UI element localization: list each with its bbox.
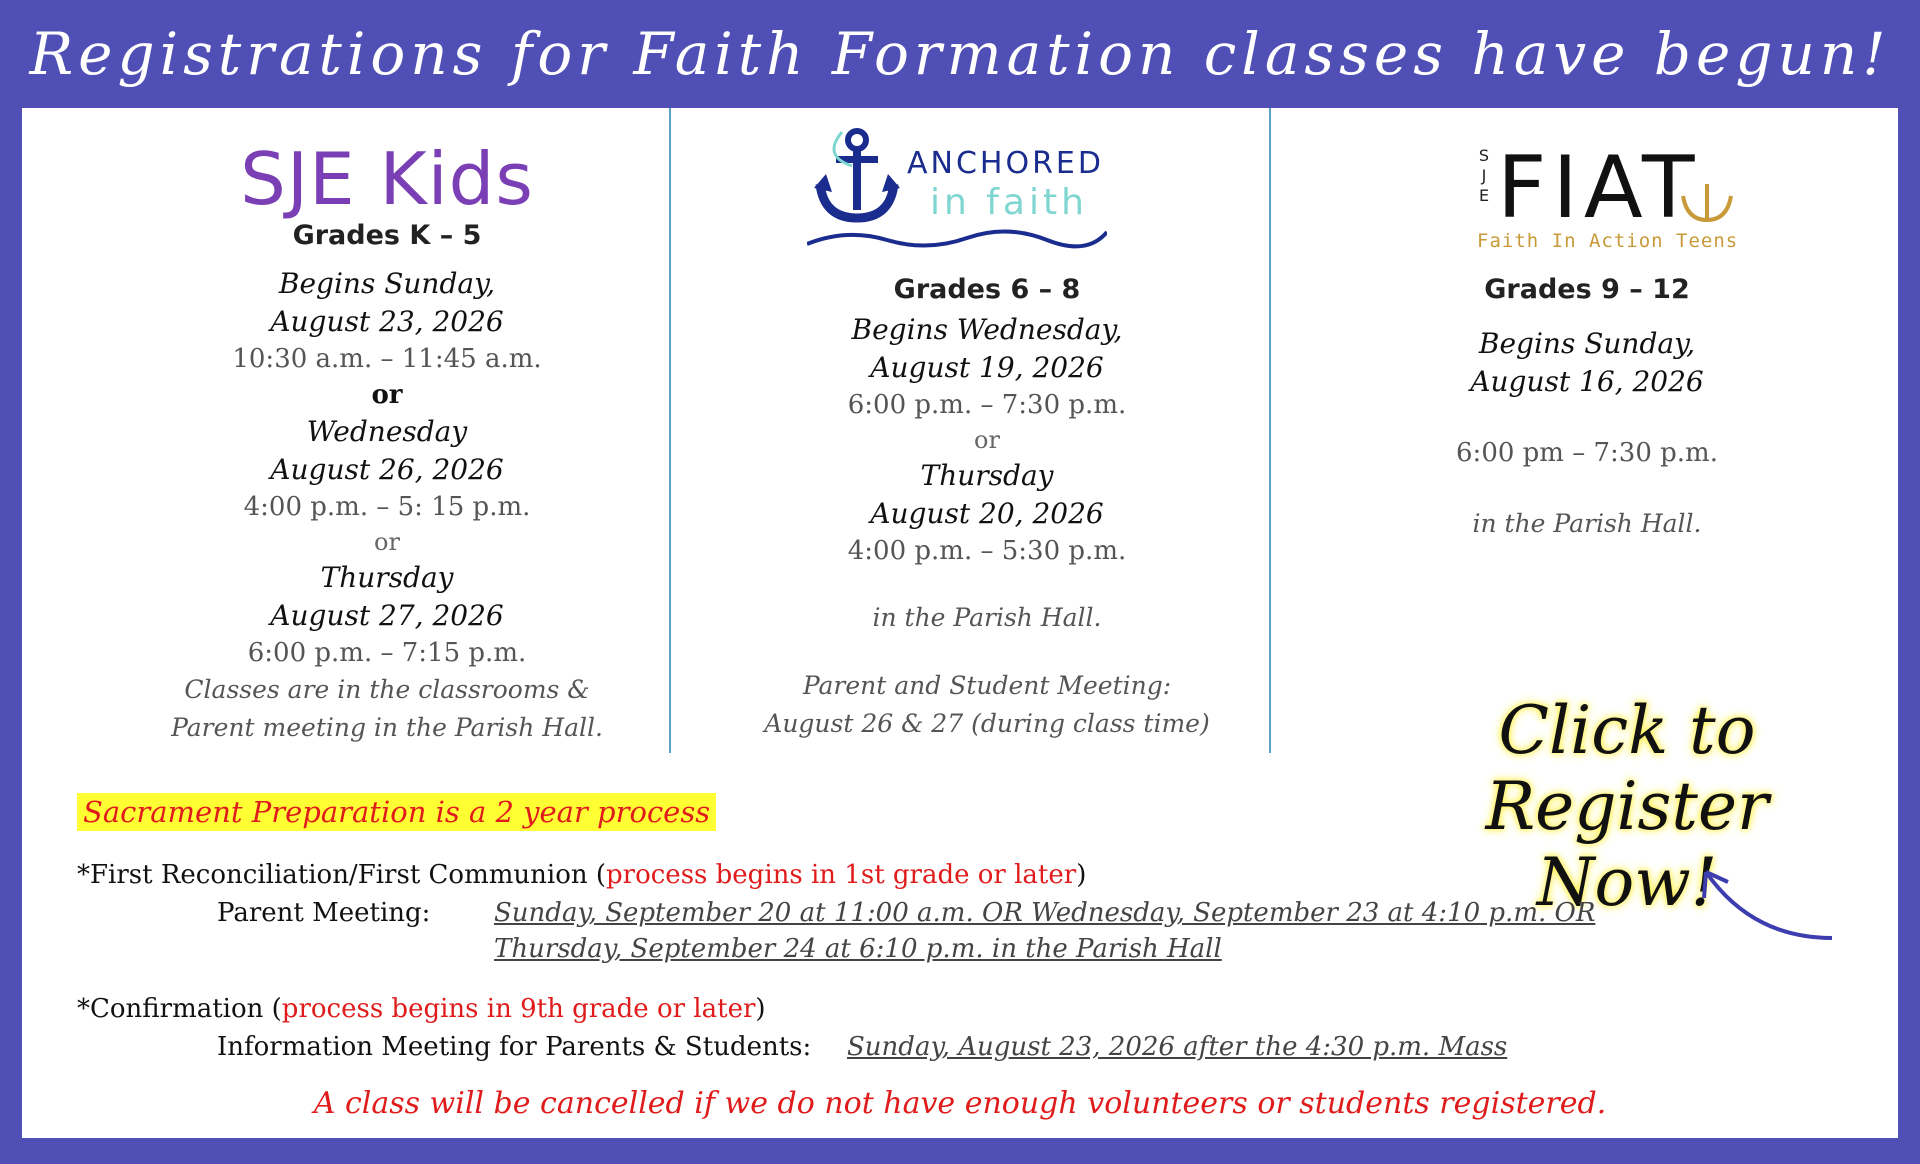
or-label: or xyxy=(374,528,400,556)
info-meeting-date: Sunday, August 23, 2026 after the 4:30 p.m. Mass xyxy=(847,1032,1508,1062)
header-banner xyxy=(0,0,1920,108)
session-date: August 19, 2026 xyxy=(870,351,1104,384)
session-time: 10:30 a.m. – 11:45 a.m. xyxy=(232,344,542,374)
confirmation-line xyxy=(77,994,766,1024)
or-label: or xyxy=(371,380,403,410)
session-time: 6:00 p.m. – 7:15 p.m. xyxy=(247,638,527,668)
paren-close: ) xyxy=(1076,860,1087,890)
or-label: or xyxy=(974,426,1000,454)
first-communion-label: *First Reconciliation/First Communion ( xyxy=(77,860,607,890)
first-communion-line xyxy=(77,860,1086,890)
session-day: Begins Wednesday, xyxy=(851,313,1123,346)
location-note: in the Parish Hall. xyxy=(1472,509,1702,538)
fiat-logo xyxy=(1287,138,1887,258)
confirmation-process: process begins in 9th grade or later xyxy=(281,994,756,1024)
first-communion-process: process begins in 1st grade or later xyxy=(606,860,1077,890)
session-time: 4:00 p.m. – 5: 15 p.m. xyxy=(243,492,531,522)
session-day: Begins Sunday, xyxy=(1478,327,1696,360)
location-note: in the Parish Hall. xyxy=(872,603,1102,632)
fiat-sje-label: SJE xyxy=(1478,146,1490,205)
page-title: Registrations for Faith Formation classes have begun! xyxy=(29,20,1891,88)
session-day: Wednesday xyxy=(306,415,468,448)
cta-line: Click to xyxy=(1498,692,1756,769)
column-sje-kids xyxy=(102,108,672,758)
parent-meeting-label: Parent Meeting: xyxy=(217,898,431,928)
cta-line: Register Now! xyxy=(1485,768,1769,921)
column-divider xyxy=(1269,108,1271,753)
grades-label: Grades 9 – 12 xyxy=(1484,274,1690,305)
location-note: Parent meeting in the Parish Hall. xyxy=(171,713,603,742)
meeting-note: August 26 & 27 (during class time) xyxy=(764,709,1210,738)
session-day: Thursday xyxy=(320,561,454,594)
in-faith-label: in faith xyxy=(930,182,1088,223)
curved-arrow-icon xyxy=(1682,858,1842,948)
info-meeting-label: Information Meeting for Parents & Students: xyxy=(217,1032,812,1062)
parent-meeting-dates: Sunday, September 20 at 11:00 a.m. OR Wednesday, September 23 at 4:10 p.m. OR xyxy=(494,898,1596,928)
session-time: 6:00 pm – 7:30 p.m. xyxy=(1456,438,1718,468)
fiat-wordmark: FIAT xyxy=(1497,138,1701,238)
fiat-tagline: Faith In Action Teens xyxy=(1477,230,1739,252)
grades-label: Grades 6 – 8 xyxy=(893,274,1081,305)
session-date: August 20, 2026 xyxy=(870,497,1104,530)
grades-label: Grades K – 5 xyxy=(292,220,482,251)
session-day: Begins Sunday, xyxy=(278,267,496,300)
column-anchored xyxy=(692,108,1282,758)
session-date: August 23, 2026 xyxy=(270,305,504,338)
column-divider xyxy=(669,108,671,753)
anchored-label: ANCHORED xyxy=(907,146,1104,181)
sje-kids-logo: SJE Kids xyxy=(240,137,534,221)
confirmation-label: *Confirmation ( xyxy=(77,994,282,1024)
flyer-card xyxy=(22,108,1898,1138)
wave-icon xyxy=(807,226,1107,256)
session-date: August 26, 2026 xyxy=(270,453,504,486)
anchor-icon xyxy=(1677,176,1737,226)
sacrament-heading: Sacrament Preparation is a 2 year process xyxy=(77,793,716,831)
meeting-note: Parent and Student Meeting: xyxy=(802,671,1172,700)
location-note: Classes are in the classrooms & xyxy=(184,675,590,704)
session-time: 6:00 p.m. – 7:30 p.m. xyxy=(847,390,1127,420)
column-fiat xyxy=(1287,108,1887,758)
anchor-icon xyxy=(812,126,902,226)
parent-meeting-dates: Thursday, September 24 at 6:10 p.m. in the Parish Hall xyxy=(494,934,1222,964)
session-date: August 27, 2026 xyxy=(270,599,504,632)
session-day: Thursday xyxy=(920,459,1054,492)
cancellation-notice: A class will be cancelled if we do not have enough volunteers or students registered. xyxy=(313,1086,1607,1121)
session-time: 4:00 p.m. – 5:30 p.m. xyxy=(847,536,1127,566)
session-date: August 16, 2026 xyxy=(1470,365,1704,398)
anchored-in-faith-logo xyxy=(692,126,1282,266)
paren-close: ) xyxy=(755,994,766,1024)
